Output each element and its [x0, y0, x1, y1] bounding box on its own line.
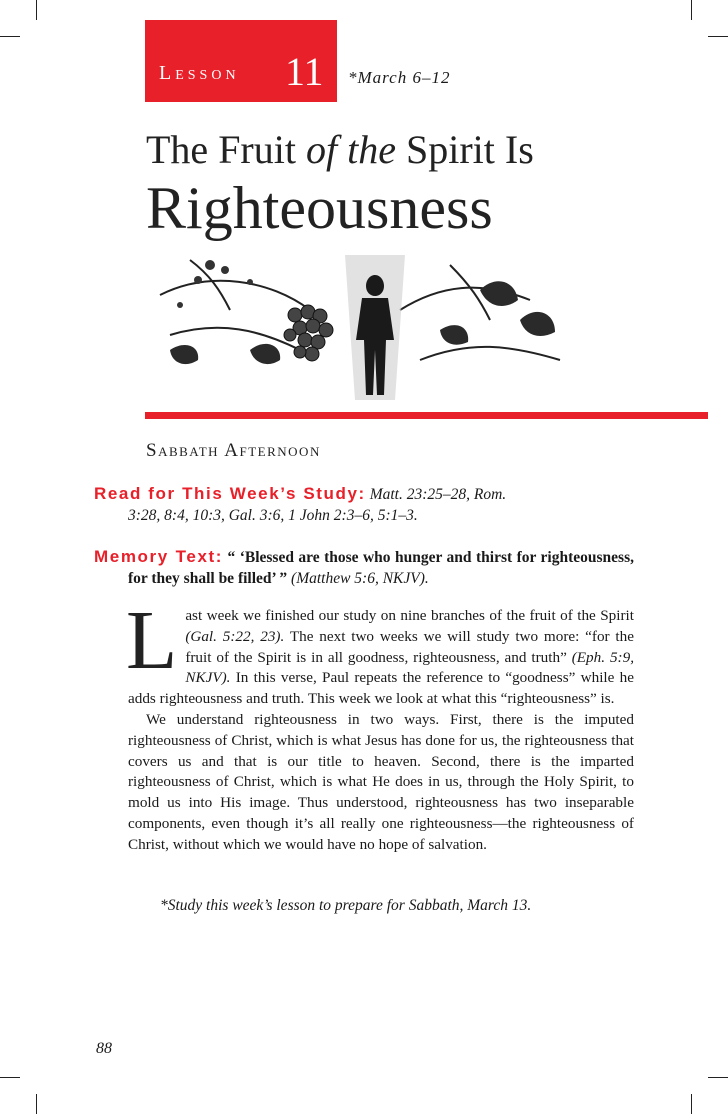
- vine-and-figure-illustration: [150, 240, 570, 400]
- lesson-title-line2: Righteousness: [146, 175, 493, 241]
- study-label: Read for This Week’s Study:: [94, 484, 366, 503]
- crop-mark: [36, 0, 37, 20]
- drop-cap: L: [126, 594, 178, 687]
- body-p1-ref2: (Eph. 5:9, NKJV).: [185, 648, 634, 687]
- body-p1-a: ast week we finished our study on nine branches of the fruit of the Spirit: [185, 607, 634, 624]
- study-refs-2: 3:28, 8:4, 10:3, Gal. 3:6, 1 John 2:3–6, 5:1–3.: [128, 507, 418, 524]
- memory-reference: (Matthew 5:6, NKJV).: [287, 570, 429, 587]
- study-footnote: *Study this week’s lesson to prepare for Sabbath, March 13.: [160, 897, 532, 914]
- lesson-number: 11: [285, 49, 324, 94]
- crop-mark: [691, 0, 692, 20]
- study-line-1: [94, 483, 634, 505]
- lesson-title-line1: The Fruit of the Spirit Is: [146, 127, 534, 172]
- body-p1-b: The next two weeks we will study two more: “for the fruit of the Spirit is in all goodness, righteousness, and truth”: [185, 627, 634, 666]
- page-number: 88: [96, 1040, 112, 1057]
- lesson-badge: [145, 20, 337, 102]
- crop-mark: [708, 1077, 728, 1078]
- crop-mark: [708, 36, 728, 37]
- body-paragraph-2: We understand righteousness in two ways. First, there is the imputed righteousness of Christ, which is what Jesus has done for us, the righteousness that covers us and that is our title to heaven. Second, there is the imparted righteousness of Christ, which is what He does in us, through the Holy Spirit, to mold us into His image. Thus understood, righteousness has two inseparable components, even though it’s all really one righteousness—the righteousness of Christ, without which we would have no hope of salvation.: [128, 710, 634, 853]
- study-refs-1: Matt. 23:25–28, Rom.: [365, 486, 507, 503]
- crop-mark: [691, 1094, 692, 1114]
- lesson-label: Lesson: [159, 62, 240, 84]
- crop-mark: [36, 1094, 37, 1114]
- lesson-date-range: *March 6–12: [348, 68, 451, 87]
- study-references: [94, 483, 634, 526]
- section-heading: Sabbath Afternoon: [146, 440, 321, 461]
- crop-mark: [0, 1077, 20, 1078]
- memory-label: Memory Text:: [94, 547, 224, 566]
- crop-mark: [0, 36, 20, 37]
- memory-text-block: [94, 546, 634, 589]
- lesson-body: [126, 594, 634, 856]
- body-p1-ref1: (Gal. 5:22, 23).: [185, 627, 285, 645]
- title-divider-rule: [145, 412, 708, 419]
- memory-verse: “ ‘Blessed are those who hunger and thirst for righteousness, for they shall be filled’ ”: [128, 549, 634, 587]
- body-p1-c: In this verse, Paul repeats the reference to “goodness” while he adds righteousness and truth. This week we look at what this “righteousness” is.: [128, 669, 634, 708]
